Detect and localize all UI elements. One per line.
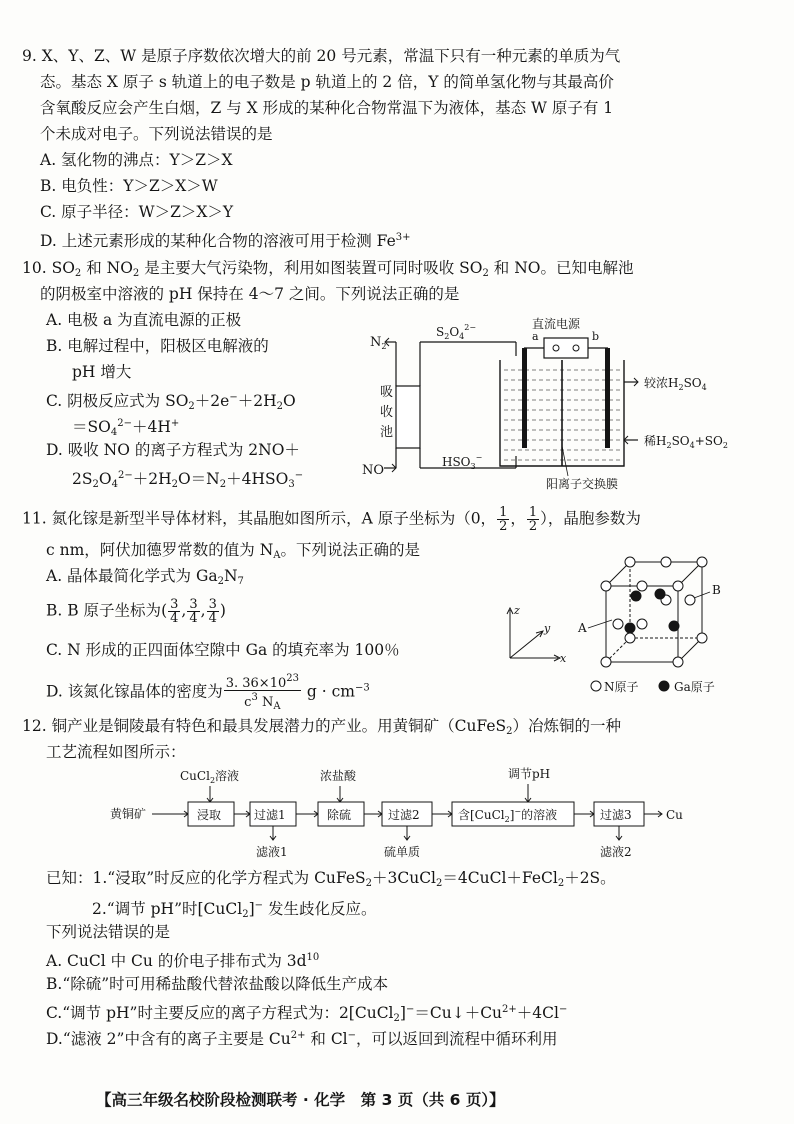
flow-hcl: 浓盐酸 [320, 769, 357, 783]
q10-option-c1: C. 阴极反应式为 $SO_2+2e^-+2H_2O$ [46, 392, 296, 412]
q9-line1: 9. X、Y、Z、W 是原子序数依次增大的前 20 号元素，常温下只有一种元素的单质为气 [22, 47, 621, 65]
ga-atom-legend: Ga原子 [674, 680, 715, 694]
q12-option-b: B.“除硫”时可用稀盐酸代替浓盐酸以降低生产成本 [46, 975, 389, 993]
flow-ore: 黄铜矿 [110, 807, 147, 821]
q9-option-b: B. 电负性：Y＞Z＞X＞W [40, 177, 218, 195]
n-atom-legend-icon [591, 681, 601, 691]
flow-ph: 调节pH [508, 767, 551, 781]
hso3-label: $HSO_3^-$ [442, 453, 483, 471]
q9-line3: 含氧酸反应会产生白烟，Z 与 X 形成的某种化合物常温下为液体，基态 W 原子有 1 [40, 99, 614, 117]
flow-cu: Cu [666, 808, 683, 822]
electrolysis-diagram [356, 316, 736, 492]
q11-option-d: D. 该氮化镓晶体的密度为 $\frac{3. 36\times 10^{23}}{c^3 N_A}$ $g \cdot cm^{-3}$ [46, 673, 370, 712]
page-footer: 【高三年级名校阶段检测联考 · 化学 第 3 页（共 6 页）】 [96, 1091, 505, 1109]
q12-option-c: C.“调节 pH”时主要反应的离子方程式为：$2[CuCl_2]^-=Cu↓+Cu^{2+}+4Cl^-$ [46, 1004, 568, 1024]
q11-option-c: C. N 形成的正四面体空隙中 Ga 的填充率为 100％ [46, 641, 400, 659]
q10-option-a: A. 电极 a 为直流电源的正极 [46, 311, 242, 329]
q12-line2: 工艺流程如图所示： [46, 743, 186, 761]
q9-line2: 态。基态 X 原子 s 轨道上的电子数是 p 轨道上的 2 倍，Y 的简单氢化物与其最高价 [40, 73, 614, 91]
q11-line1: 11. 氮化镓是新型半导体材料，其晶胞如图所示，A 原子坐标为（0， $\frac{1}{2}$ ， $\frac{1}{2}$ ），晶胞参数为 [22, 505, 641, 534]
q12-option-d: D.“滤液 2”中含有的离子主要是 $Cu^{2+}$ 和 Cl−，可以返回到流程中循环利用 [46, 1030, 558, 1048]
electrode-b-label: b [592, 330, 600, 343]
q10-line2: 的阴极室中溶液的 pH 保持在 4～7 之间。下列说法正确的是 [40, 285, 460, 303]
flow-liquor2: 滤液2 [600, 845, 632, 859]
absorber-label-2: 收 [380, 405, 394, 420]
dilute-h2so4-label: 稀$H_2SO_4+SO_2$ [644, 434, 728, 450]
svg-text:过滤1: 过滤1 [254, 808, 286, 822]
atom-a-label: A [578, 621, 587, 635]
absorber-column [396, 386, 420, 448]
flow-sulfur: 硫单质 [384, 845, 421, 859]
atom-b-label: B [712, 583, 721, 597]
q10-option-b2: pH 增大 [72, 363, 132, 381]
q11-option-b: B. B 原子坐标为( $\frac{3}{4}$ , $\frac{3}{4}$ , $\frac{3}{4}$ ) [46, 597, 226, 626]
ga-atom-legend-icon [659, 681, 670, 692]
absorber-label-3: 池 [380, 425, 394, 440]
svg-text:除硫: 除硫 [327, 808, 352, 822]
svg-text:含[CuCl2]−的溶液: 含[CuCl$_2$]−的溶液 [458, 807, 558, 824]
electrode-a-label: a [532, 330, 539, 343]
q12-known1: 已知：1.“浸取”时反应的化学方程式为 CuFeS$_2$＋3CuCl$_2$＝4CuCl＋FeCl$_2$＋2S。 [46, 869, 616, 889]
q10-line1: 10. $SO_2$ 和 $NO_2$ 是主要大气污染物，利用如图装置可同时吸收 $SO_2$ 和 NO。已知电解池 [22, 259, 634, 279]
electrode-left [522, 348, 527, 448]
q9-line4: 个未成对电子。下列说法错误的是 [40, 125, 273, 143]
electrode-right [605, 348, 610, 448]
conc-h2so4-label: 较浓$H_2SO_4$ [644, 376, 707, 392]
crystal-cell-diagram [500, 548, 740, 702]
svg-text:过滤3: 过滤3 [600, 808, 632, 822]
q11-option-a: A. 晶体最简化学式为 $Ga_2N_7$ [46, 567, 244, 587]
q10-option-b1: B. 电解过程中，阳极区电解液的 [46, 337, 269, 355]
q12-ask: 下列说法错误的是 [46, 923, 171, 941]
svg-text:z: z [514, 604, 520, 617]
flow-liquor1: 滤液1 [256, 845, 288, 859]
q10-option-c2: $=SO_4^{2-}+4H^+$ [72, 418, 180, 438]
q11-line2: c nm，阿伏加德罗常数的值为 $N_A$。下列说法正确的是 [46, 541, 421, 561]
q9-option-a: A. 氢化物的沸点：Y＞Z＞X [40, 151, 233, 169]
membrane-label: 阳离子交换膜 [546, 477, 619, 491]
n-atom-legend: N原子 [604, 680, 639, 694]
unit-cell-cube [606, 562, 702, 662]
q12-option-a: A. CuCl 中 Cu 的价电子排布式为 $3d^{10}$ [46, 952, 320, 970]
process-flow-chart [110, 766, 710, 860]
svg-text:过滤2: 过滤2 [388, 808, 420, 822]
ga-atoms [625, 589, 680, 634]
q9-option-d: D. 上述元素形成的某种化合物的溶液可用于检测 $Fe^{3+}$ [40, 232, 411, 250]
absorber-label-1: 吸 [380, 385, 394, 400]
n2-label: $N_2$ [370, 335, 387, 351]
svg-text:x: x [560, 652, 567, 665]
svg-text:y: y [544, 622, 551, 635]
q12-known2: 2.“调节 pH”时[CuCl$_2$]− 发生歧化反应。 [92, 900, 377, 920]
power-source [544, 338, 588, 358]
svg-text:浸取: 浸取 [197, 808, 222, 822]
flow-cucl2: CuCl$_2$溶液 [180, 769, 240, 785]
q12-line1: 12. 铜产业是铜陵最有特色和最具发展潜力的产业。用黄铜矿（CuFeS$_2$）冶炼铜的一种 [22, 717, 622, 737]
no-label: NO [362, 463, 385, 478]
s2o4-label: $S_2O_4^{2-}$ [436, 323, 477, 341]
q10-option-d1: D. 吸收 NO 的离子方程式为 2NO＋ [46, 441, 300, 459]
q9-option-c: C. 原子半径：W＞Z＞X＞Y [40, 203, 234, 221]
q10-option-d2: $2S_2O_4^{2-}+2H_2O=N_2+4HSO_3^-$ [72, 470, 304, 490]
power-label: 直流电源 [532, 317, 581, 331]
